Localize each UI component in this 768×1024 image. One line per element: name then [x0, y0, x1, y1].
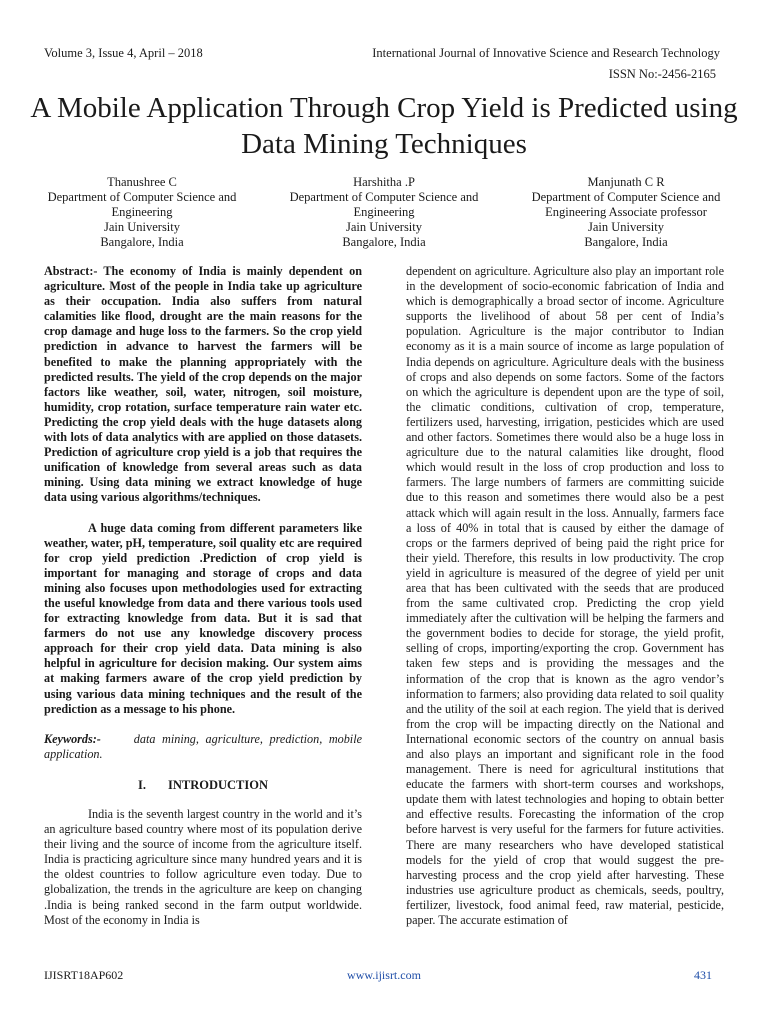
author-name: Harshitha .P — [353, 175, 415, 189]
author-2 — [264, 175, 504, 250]
author-dept: Department of Computer Science and Engineering Associate professor — [531, 190, 721, 219]
author-univ: Jain University — [345, 220, 423, 234]
author-univ: Jain University — [587, 220, 665, 234]
author-dept: Department of Computer Science and Engineering — [47, 190, 237, 219]
footer-page-number: 431 — [694, 968, 712, 982]
keywords-text: data mining, agriculture, prediction, mobile application. — [44, 731, 362, 761]
keywords — [44, 732, 362, 762]
author-name: Thanushree C — [107, 175, 177, 189]
author-dept: Department of Computer Science and Engineering — [289, 190, 479, 219]
header-journal: International Journal of Innovative Science and Research Technology — [372, 46, 720, 60]
author-city: Bangalore, India — [100, 235, 184, 249]
right-column — [406, 264, 724, 928]
keywords-label: Keywords:- — [44, 731, 101, 746]
abstract-paragraph-1: Abstract:- The economy of India is mainly dependent on agriculture. Most of the people in India take up agriculture as their occupation. India also suffers from natural calamities like flood, drought are the main reasons for the crop damage and huge loss to the farmers. So the crop yield prediction in advance to harvest the farmers will be benefited to make the planning appropriately with the predicted results. The yield of the crop depends on the major factors like weather, soil, water, nitrogen, soil moisture, humidity, crop rotation, surface temperature rain water etc. Predicting the crop yield deals with the huge datasets along with lots of data analytics with are applied on those datasets. Prediction of agriculture crop yield is a job that requires the unification of knowledge from several areas such as data mining. Using data mining we extract knowledge of huge data using various algorithms/techniques. — [44, 264, 362, 505]
header-issn: ISSN No:-2456-2165 — [608, 67, 716, 81]
author-city: Bangalore, India — [584, 235, 668, 249]
footer-paper-id: IJISRT18AP602 — [44, 968, 124, 982]
abstract-paragraph-2: A huge data coming from different parameters like weather, water, pH, temperature, soil quality etc are required for crop yield prediction .Prediction of crop yield is important for managing and storage of crops and data mining also focuses upon methodologies used for extracting the useful knowledge from data and there various tools used for extracting knowledge from data. But it is sad that farmers do not use any knowledge discovery process approach for their crop yield data. Data mining is also helpful in agriculture for decision making. Our system aims at making farmers aware of the crop yield prediction by using various data mining techniques and the result of the prediction as a message to his phone. — [44, 520, 362, 716]
intro-paragraph-left: India is the seventh largest country in the world and it’s an agriculture based country where most of its population derive their living and the source of income from the agriculture itself. India is practicing agriculture since many hundred years and it is the oldest countries to follow agriculture even today. Due to globalization, the trends in the agriculture are keep on changing .India is being ranked second in the farm output worldwide. Most of the economy in India is — [44, 807, 362, 927]
author-city: Bangalore, India — [342, 235, 426, 249]
header-volume: Volume 3, Issue 4, April – 2018 — [44, 46, 203, 60]
author-3 — [506, 175, 746, 250]
intro-paragraph-right: dependent on agriculture. Agriculture also play an important role in the development of socio-economic fabrication of India and which is demographically a broad sector of income. Agriculture supports the livelihood of about 58 per cent of India’s population. Agriculture is the major contributor to Indian economy as it is a main source of income as large population of India depends on agriculture. Agriculture deals with the business of crops and also depends on some factors. Some of the factors on which the agriculture is dependent upon are the type of soil, the climatic conditions, cultivation of crop, temperature, fertilizers used, harvesting, irrigation, pesticides which are used and other factors. Sometimes there would also be a huge loss in agriculture due to the natural calamities like drought, flood which would result in the loss of crop production and loss to farmers. The large numbers of farmers are committing suicide due to this reason and sometimes there would also be a pest attack which will again result in the loss. Annually, farmers face a loss of 40% in total that is caused by either the damage of crops or the farmers deprived of being paid the right price for their yield. Therefore, this results in low productivity. The crop yield in agriculture is measured of the degree of yield per unit area that has been cultivated with the seeds that are produced from the same cultivated crop. Predicting the crop yield immediately after the cultivation will be helping the farmers and the government bodies to decide for storage, the yield profit, selling of crops, importing/exporting the crop. Government has taken few steps and is providing the messages and the information of the crop that is known as the agro vendor’s information to farmers; also providing data related to soil quality and the utility of the soil at each region. The yield that is derived from the crop will be impacting directly on the National and International economic sectors of the country on annual basis and also plays an important and significant role in the food management. There is need for agricultural institutions that educate the farmers with short-term courses and workshops, update them with latest technologies and hoping to obtain better and effective results. Forecasting the information of the crop before harvest is very useful for the farmers for future activities. There are many researchers who have developed statistical models for the yield of crop that would suggest the pre-harvesting process and the crop yield after harvesting. These industries use agriculture product as chemicals, seeds, poultry, fertilizer, livestock, food animal feed, raw material, pesticide, paper. The accurate estimation of — [406, 264, 724, 928]
author-1 — [22, 175, 262, 250]
footer-website-link[interactable]: www.ijisrt.com — [347, 968, 421, 982]
paper-title: A Mobile Application Through Crop Yield is Predicted using Data Mining Techniques — [30, 92, 738, 160]
author-name: Manjunath C R — [587, 175, 665, 189]
section-title: INTRODUCTION — [167, 777, 268, 792]
author-univ: Jain University — [103, 220, 181, 234]
left-column — [44, 264, 362, 928]
section-heading-introduction — [44, 778, 362, 793]
section-number: I. — [137, 777, 146, 792]
